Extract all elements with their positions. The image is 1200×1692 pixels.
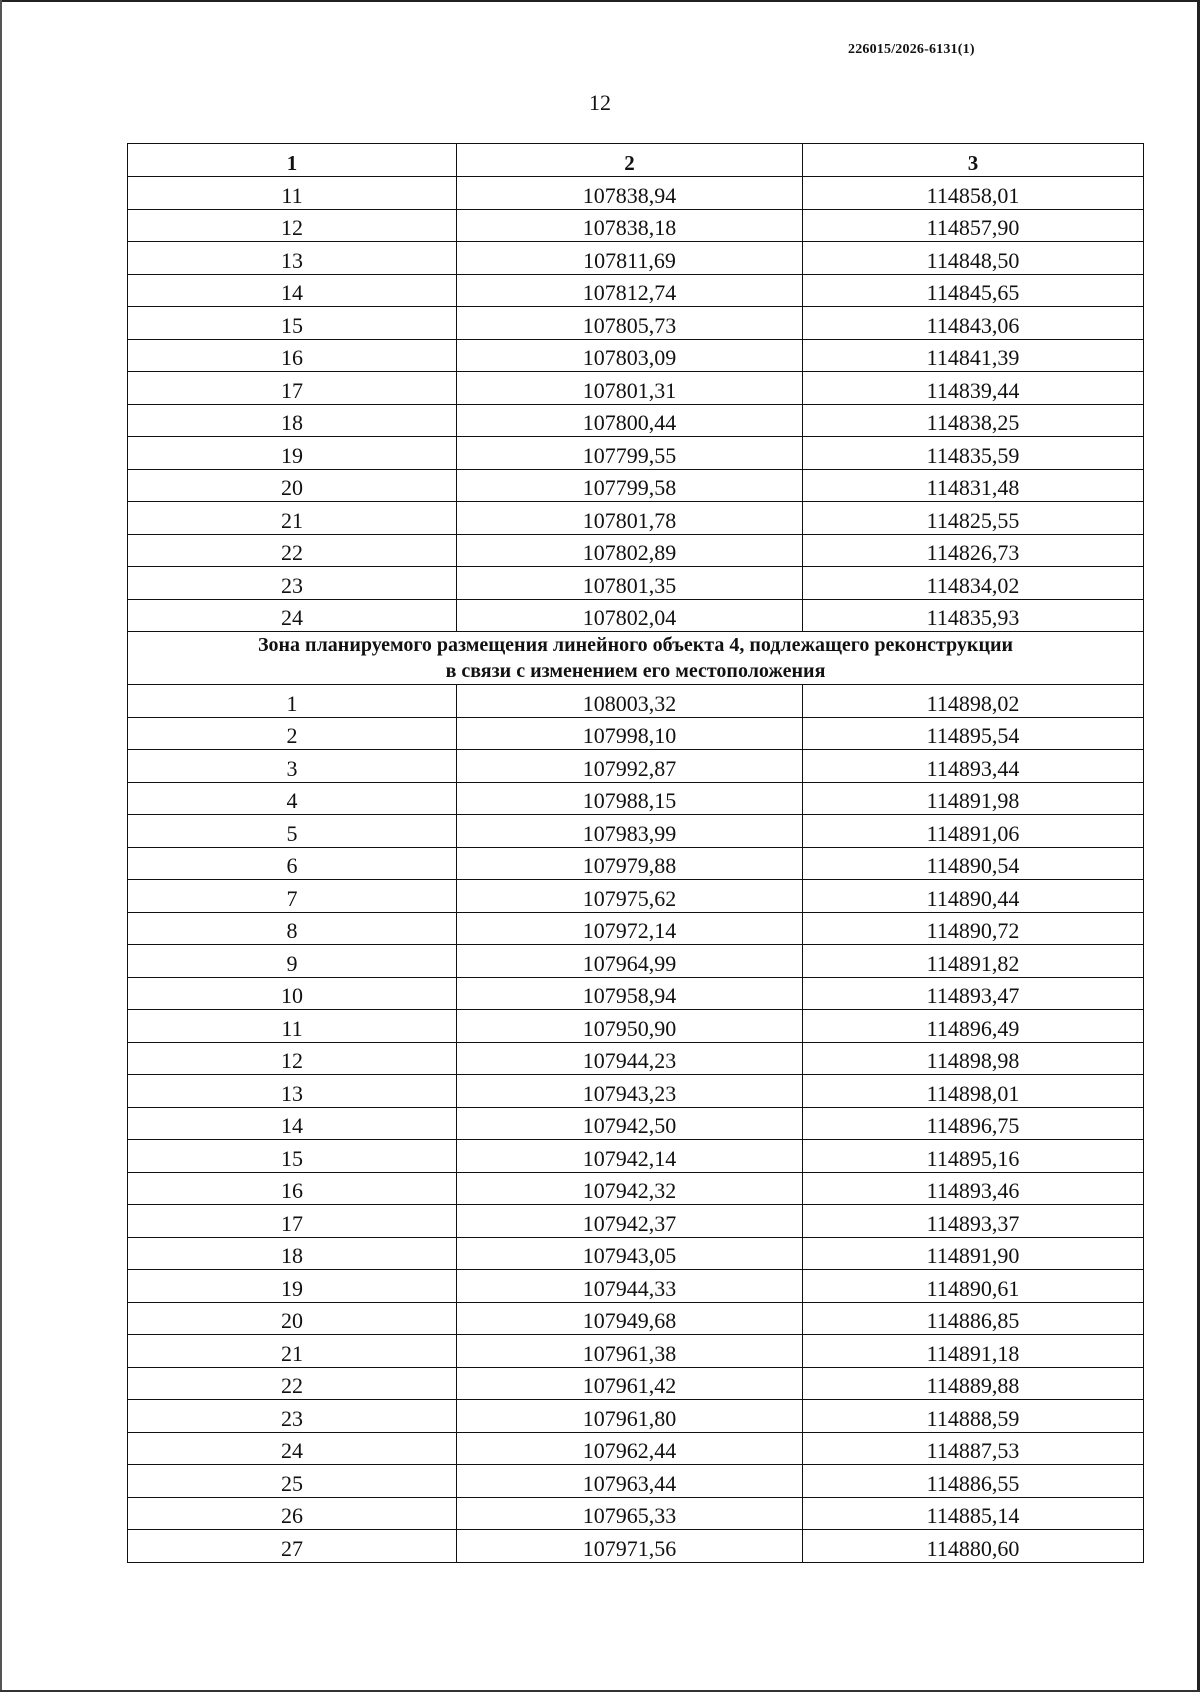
y-coordinate-cell: 114896,75 xyxy=(803,1107,1144,1140)
x-coordinate-cell: 107961,38 xyxy=(457,1335,803,1368)
table-row xyxy=(128,782,1144,815)
point-number-cell: 24 xyxy=(128,1432,457,1465)
column-header-x: 2 xyxy=(457,144,803,177)
y-coordinate-cell: 114857,90 xyxy=(803,209,1144,242)
y-coordinate-cell: 114888,59 xyxy=(803,1400,1144,1433)
y-coordinate-cell: 114895,54 xyxy=(803,717,1144,750)
table-row xyxy=(128,1335,1144,1368)
x-coordinate-cell: 107972,14 xyxy=(457,912,803,945)
y-coordinate-cell: 114891,98 xyxy=(803,782,1144,815)
point-number-cell: 22 xyxy=(128,534,457,567)
y-coordinate-cell: 114889,88 xyxy=(803,1367,1144,1400)
table-row xyxy=(128,685,1144,718)
x-coordinate-cell: 107942,37 xyxy=(457,1205,803,1238)
y-coordinate-cell: 114843,06 xyxy=(803,307,1144,340)
point-number-cell: 17 xyxy=(128,372,457,405)
x-coordinate-cell: 107964,99 xyxy=(457,945,803,978)
table-row xyxy=(128,750,1144,783)
table-row xyxy=(128,372,1144,405)
y-coordinate-cell: 114838,25 xyxy=(803,404,1144,437)
y-coordinate-cell: 114890,72 xyxy=(803,912,1144,945)
y-coordinate-cell: 114893,44 xyxy=(803,750,1144,783)
point-number-cell: 25 xyxy=(128,1465,457,1498)
x-coordinate-cell: 107975,62 xyxy=(457,880,803,913)
x-coordinate-cell: 107958,94 xyxy=(457,977,803,1010)
point-number-cell: 18 xyxy=(128,1237,457,1270)
table-row xyxy=(128,1497,1144,1530)
table-row xyxy=(128,945,1144,978)
column-header-point: 1 xyxy=(128,144,457,177)
y-coordinate-cell: 114893,46 xyxy=(803,1172,1144,1205)
table-row xyxy=(128,1205,1144,1238)
y-coordinate-cell: 114898,98 xyxy=(803,1042,1144,1075)
point-number-cell: 27 xyxy=(128,1530,457,1563)
y-coordinate-cell: 114890,54 xyxy=(803,847,1144,880)
point-number-cell: 26 xyxy=(128,1497,457,1530)
y-coordinate-cell: 114841,39 xyxy=(803,339,1144,372)
point-number-cell: 13 xyxy=(128,1075,457,1108)
x-coordinate-cell: 107802,89 xyxy=(457,534,803,567)
table-row xyxy=(128,912,1144,945)
table-row xyxy=(128,1367,1144,1400)
y-coordinate-cell: 114891,06 xyxy=(803,815,1144,848)
table-row xyxy=(128,437,1144,470)
point-number-cell: 19 xyxy=(128,1270,457,1303)
x-coordinate-cell: 107961,80 xyxy=(457,1400,803,1433)
point-number-cell: 6 xyxy=(128,847,457,880)
y-coordinate-cell: 114890,61 xyxy=(803,1270,1144,1303)
y-coordinate-cell: 114890,44 xyxy=(803,880,1144,913)
table-row xyxy=(128,1400,1144,1433)
y-coordinate-cell: 114845,65 xyxy=(803,274,1144,307)
x-coordinate-cell: 107799,55 xyxy=(457,437,803,470)
point-number-cell: 21 xyxy=(128,1335,457,1368)
y-coordinate-cell: 114898,01 xyxy=(803,1075,1144,1108)
table-row xyxy=(128,1107,1144,1140)
point-number-cell: 14 xyxy=(128,1107,457,1140)
section-title-line-1: Зона планируемого размещения линейного объекта 4, подлежащего реконструкции xyxy=(257,634,1014,656)
table-header-row xyxy=(128,144,1144,177)
y-coordinate-cell: 114831,48 xyxy=(803,469,1144,502)
y-coordinate-cell: 114891,82 xyxy=(803,945,1144,978)
point-number-cell: 12 xyxy=(128,1042,457,1075)
x-coordinate-cell: 107992,87 xyxy=(457,750,803,783)
point-number-cell: 23 xyxy=(128,567,457,600)
y-coordinate-cell: 114891,90 xyxy=(803,1237,1144,1270)
table-row xyxy=(128,599,1144,632)
point-number-cell: 14 xyxy=(128,274,457,307)
x-coordinate-cell: 107942,32 xyxy=(457,1172,803,1205)
section-title xyxy=(128,632,1144,685)
x-coordinate-cell: 107812,74 xyxy=(457,274,803,307)
point-number-cell: 10 xyxy=(128,977,457,1010)
x-coordinate-cell: 107979,88 xyxy=(457,847,803,880)
x-coordinate-cell: 107943,05 xyxy=(457,1237,803,1270)
point-number-cell: 9 xyxy=(128,945,457,978)
table-row xyxy=(128,880,1144,913)
y-coordinate-cell: 114895,16 xyxy=(803,1140,1144,1173)
table-row xyxy=(128,1270,1144,1303)
table-row xyxy=(128,502,1144,535)
x-coordinate-cell: 107801,35 xyxy=(457,567,803,600)
point-number-cell: 21 xyxy=(128,502,457,535)
y-coordinate-cell: 114886,85 xyxy=(803,1302,1144,1335)
y-coordinate-cell: 114825,55 xyxy=(803,502,1144,535)
table-row xyxy=(128,177,1144,210)
x-coordinate-cell: 107800,44 xyxy=(457,404,803,437)
point-number-cell: 20 xyxy=(128,1302,457,1335)
x-coordinate-cell: 107983,99 xyxy=(457,815,803,848)
y-coordinate-cell: 114858,01 xyxy=(803,177,1144,210)
y-coordinate-cell: 114848,50 xyxy=(803,242,1144,275)
table-row xyxy=(128,1530,1144,1563)
y-coordinate-cell: 114835,59 xyxy=(803,437,1144,470)
table-row xyxy=(128,1042,1144,1075)
table-row xyxy=(128,1172,1144,1205)
x-coordinate-cell: 107944,33 xyxy=(457,1270,803,1303)
x-coordinate-cell: 107949,68 xyxy=(457,1302,803,1335)
y-coordinate-cell: 114891,18 xyxy=(803,1335,1144,1368)
coordinates-table-body xyxy=(128,144,1144,1563)
x-coordinate-cell: 107942,50 xyxy=(457,1107,803,1140)
table-row xyxy=(128,1432,1144,1465)
table-row xyxy=(128,977,1144,1010)
table-row xyxy=(128,534,1144,567)
table-row xyxy=(128,847,1144,880)
section-title-row xyxy=(128,632,1144,685)
table-row xyxy=(128,567,1144,600)
point-number-cell: 7 xyxy=(128,880,457,913)
x-coordinate-cell: 107965,33 xyxy=(457,1497,803,1530)
point-number-cell: 1 xyxy=(128,685,457,718)
table-row xyxy=(128,404,1144,437)
table-row xyxy=(128,274,1144,307)
scan-border-left xyxy=(0,0,2,1692)
table-row xyxy=(128,307,1144,340)
x-coordinate-cell: 107802,04 xyxy=(457,599,803,632)
y-coordinate-cell: 114826,73 xyxy=(803,534,1144,567)
table-row xyxy=(128,815,1144,848)
point-number-cell: 4 xyxy=(128,782,457,815)
y-coordinate-cell: 114893,47 xyxy=(803,977,1144,1010)
point-number-cell: 17 xyxy=(128,1205,457,1238)
x-coordinate-cell: 107799,58 xyxy=(457,469,803,502)
y-coordinate-cell: 114893,37 xyxy=(803,1205,1144,1238)
page-number: 12 xyxy=(589,90,611,115)
y-coordinate-cell: 114834,02 xyxy=(803,567,1144,600)
x-coordinate-cell: 107801,31 xyxy=(457,372,803,405)
scan-border-top xyxy=(0,0,1200,2)
column-header-y: 3 xyxy=(803,144,1144,177)
y-coordinate-cell: 114886,55 xyxy=(803,1465,1144,1498)
y-coordinate-cell: 114835,93 xyxy=(803,599,1144,632)
y-coordinate-cell: 114880,60 xyxy=(803,1530,1144,1563)
x-coordinate-cell: 107803,09 xyxy=(457,339,803,372)
y-coordinate-cell: 114885,14 xyxy=(803,1497,1144,1530)
point-number-cell: 2 xyxy=(128,717,457,750)
x-coordinate-cell: 107961,42 xyxy=(457,1367,803,1400)
point-number-cell: 12 xyxy=(128,209,457,242)
point-number-cell: 24 xyxy=(128,599,457,632)
table-row xyxy=(128,1302,1144,1335)
x-coordinate-cell: 107971,56 xyxy=(457,1530,803,1563)
point-number-cell: 18 xyxy=(128,404,457,437)
y-coordinate-cell: 114839,44 xyxy=(803,372,1144,405)
point-number-cell: 16 xyxy=(128,339,457,372)
document-number: 226015/2026-6131(1) xyxy=(848,42,975,57)
y-coordinate-cell: 114887,53 xyxy=(803,1432,1144,1465)
point-number-cell: 15 xyxy=(128,307,457,340)
point-number-cell: 13 xyxy=(128,242,457,275)
coordinates-table xyxy=(127,143,1144,1563)
table-row xyxy=(128,1237,1144,1270)
point-number-cell: 3 xyxy=(128,750,457,783)
point-number-cell: 11 xyxy=(128,1010,457,1043)
table-row xyxy=(128,209,1144,242)
x-coordinate-cell: 107943,23 xyxy=(457,1075,803,1108)
x-coordinate-cell: 107838,94 xyxy=(457,177,803,210)
point-number-cell: 11 xyxy=(128,177,457,210)
y-coordinate-cell: 114898,02 xyxy=(803,685,1144,718)
x-coordinate-cell: 107942,14 xyxy=(457,1140,803,1173)
table-row xyxy=(128,1465,1144,1498)
x-coordinate-cell: 107950,90 xyxy=(457,1010,803,1043)
x-coordinate-cell: 107944,23 xyxy=(457,1042,803,1075)
x-coordinate-cell: 107962,44 xyxy=(457,1432,803,1465)
point-number-cell: 23 xyxy=(128,1400,457,1433)
x-coordinate-cell: 107998,10 xyxy=(457,717,803,750)
point-number-cell: 8 xyxy=(128,912,457,945)
table-row xyxy=(128,717,1144,750)
point-number-cell: 19 xyxy=(128,437,457,470)
x-coordinate-cell: 107811,69 xyxy=(457,242,803,275)
section-title-line-2: в связи с изменением его местоположения xyxy=(445,660,826,682)
x-coordinate-cell: 107805,73 xyxy=(457,307,803,340)
point-number-cell: 20 xyxy=(128,469,457,502)
table-row xyxy=(128,339,1144,372)
table-row xyxy=(128,1075,1144,1108)
x-coordinate-cell: 107988,15 xyxy=(457,782,803,815)
point-number-cell: 16 xyxy=(128,1172,457,1205)
point-number-cell: 15 xyxy=(128,1140,457,1173)
x-coordinate-cell: 107801,78 xyxy=(457,502,803,535)
y-coordinate-cell: 114896,49 xyxy=(803,1010,1144,1043)
table-row xyxy=(128,1010,1144,1043)
point-number-cell: 5 xyxy=(128,815,457,848)
x-coordinate-cell: 107963,44 xyxy=(457,1465,803,1498)
x-coordinate-cell: 108003,32 xyxy=(457,685,803,718)
point-number-cell: 22 xyxy=(128,1367,457,1400)
table-row xyxy=(128,242,1144,275)
x-coordinate-cell: 107838,18 xyxy=(457,209,803,242)
table-row xyxy=(128,469,1144,502)
table-row xyxy=(128,1140,1144,1173)
